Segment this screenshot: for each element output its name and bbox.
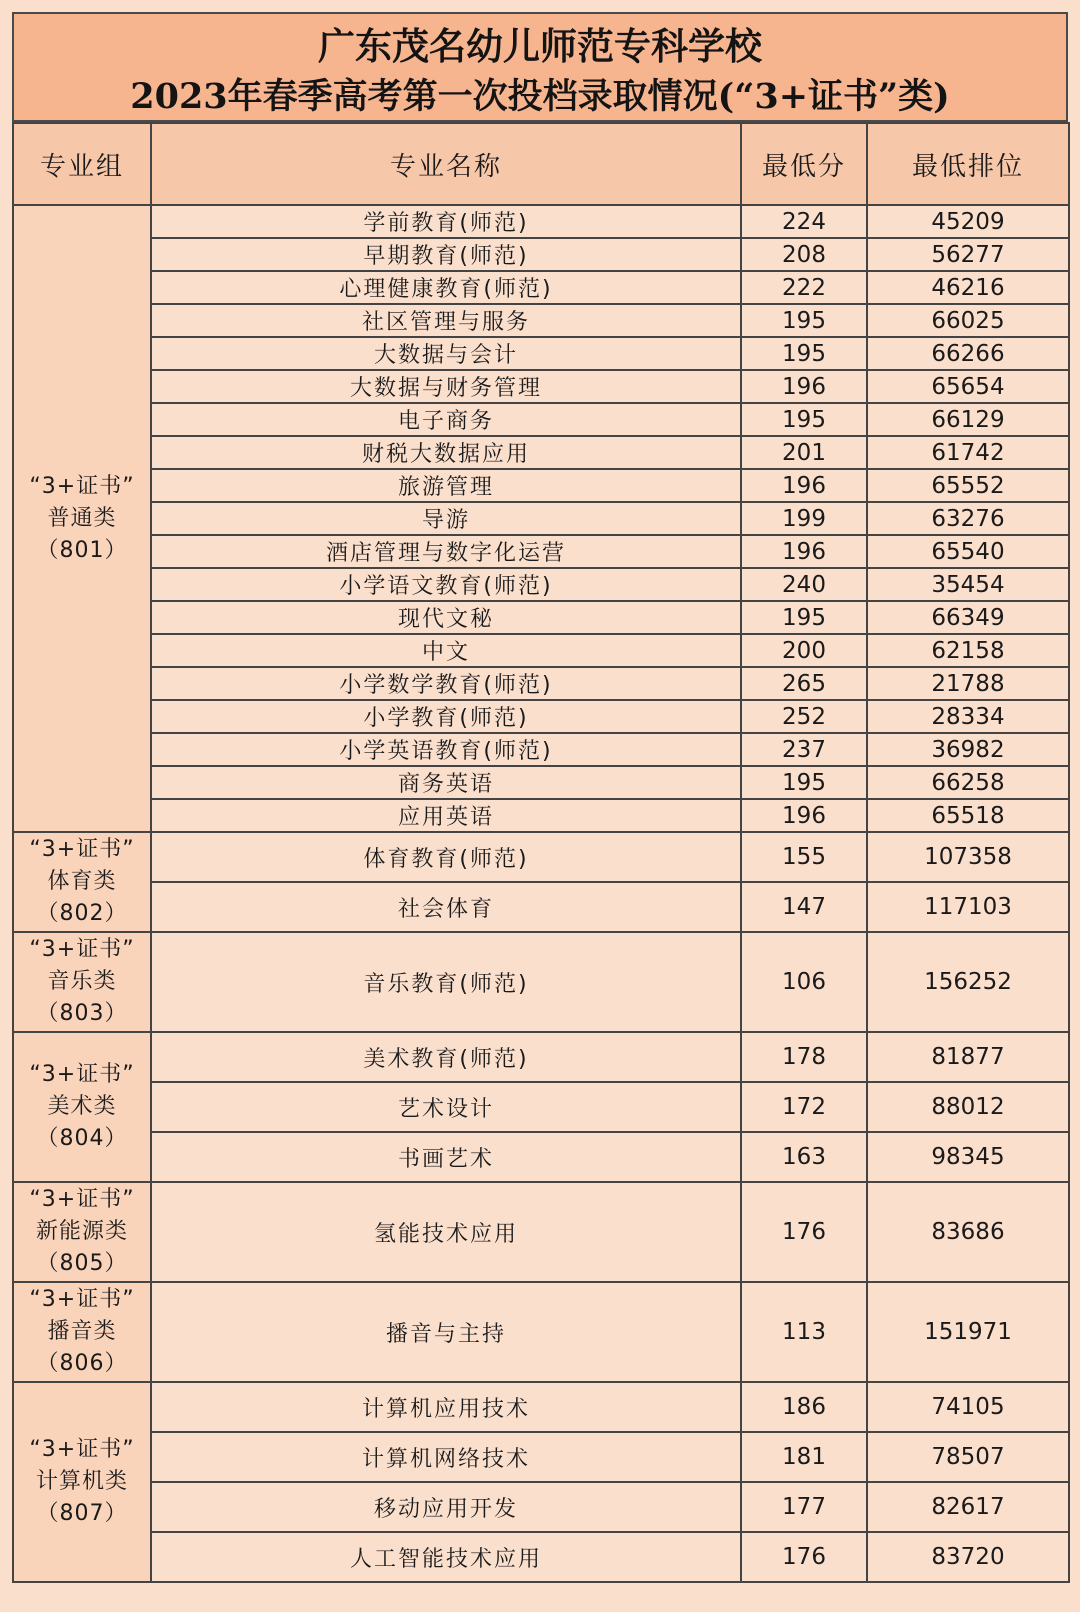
min-score-cell: 195 [741, 304, 867, 337]
min-rank-cell: 62158 [867, 634, 1069, 667]
table-row [13, 238, 1069, 271]
table-row [13, 601, 1069, 634]
major-name-cell: 小学教育(师范) [151, 700, 741, 733]
min-score-cell: 186 [741, 1382, 867, 1432]
group-cell [13, 1282, 151, 1382]
header-group: 专业组 [13, 123, 151, 205]
table-row [13, 1432, 1069, 1482]
min-rank-cell: 88012 [867, 1082, 1069, 1132]
major-name-cell: 大数据与财务管理 [151, 370, 741, 403]
table-row [13, 1082, 1069, 1132]
min-score-cell: 155 [741, 832, 867, 882]
group-label-l3: （802） [36, 901, 128, 926]
major-name-cell: 社区管理与服务 [151, 304, 741, 337]
min-rank-cell: 156252 [867, 932, 1069, 1032]
major-name-cell: 美术教育(师范) [151, 1032, 741, 1082]
table-row [13, 932, 1069, 1032]
min-rank-cell: 61742 [867, 436, 1069, 469]
major-name-cell: 小学数学教育(师范) [151, 667, 741, 700]
title-line-1: 广东茂名幼儿师范专科学校 [318, 24, 762, 68]
table-row [13, 304, 1069, 337]
major-name-cell: 中文 [151, 634, 741, 667]
major-name-cell: 社会体育 [151, 882, 741, 932]
group-label-l1: “3+证书” [29, 1187, 135, 1212]
table-row [13, 502, 1069, 535]
major-name-cell: 氢能技术应用 [151, 1182, 741, 1282]
major-name-cell: 体育教育(师范) [151, 832, 741, 882]
min-rank-cell: 21788 [867, 667, 1069, 700]
min-rank-cell: 35454 [867, 568, 1069, 601]
major-name-cell: 应用英语 [151, 799, 741, 832]
table-row [13, 436, 1069, 469]
min-score-cell: 252 [741, 700, 867, 733]
major-name-cell: 心理健康教育(师范) [151, 271, 741, 304]
major-name-cell: 商务英语 [151, 766, 741, 799]
min-rank-cell: 66129 [867, 403, 1069, 436]
table-row [13, 1182, 1069, 1282]
min-score-cell: 176 [741, 1182, 867, 1282]
table-row [13, 700, 1069, 733]
major-name-cell: 大数据与会计 [151, 337, 741, 370]
group-cell [13, 832, 151, 932]
min-score-cell: 196 [741, 469, 867, 502]
major-name-cell: 书画艺术 [151, 1132, 741, 1182]
min-score-cell: 177 [741, 1482, 867, 1532]
major-name-cell: 人工智能技术应用 [151, 1532, 741, 1582]
major-name-cell: 小学语文教育(师范) [151, 568, 741, 601]
min-rank-cell: 46216 [867, 271, 1069, 304]
major-name-cell: 播音与主持 [151, 1282, 741, 1382]
min-rank-cell: 65518 [867, 799, 1069, 832]
min-score-cell: 224 [741, 205, 867, 238]
min-rank-cell: 65540 [867, 535, 1069, 568]
group-label-l2: 普通类 [47, 505, 117, 531]
major-name-cell: 现代文秘 [151, 601, 741, 634]
min-rank-cell: 36982 [867, 733, 1069, 766]
min-score-cell: 172 [741, 1082, 867, 1132]
table-row [13, 1532, 1069, 1582]
group-label-l3: （803） [36, 1001, 128, 1026]
major-name-cell: 计算机网络技术 [151, 1432, 741, 1482]
major-name-cell: 计算机应用技术 [151, 1382, 741, 1432]
table-row [13, 733, 1069, 766]
group-label-l3: （804） [36, 1126, 128, 1151]
table-body [13, 205, 1069, 1582]
min-rank-cell: 65552 [867, 469, 1069, 502]
group-label-l2: 音乐类 [47, 969, 117, 994]
min-rank-cell: 28334 [867, 700, 1069, 733]
min-score-cell: 237 [741, 733, 867, 766]
min-score-cell: 201 [741, 436, 867, 469]
min-score-cell: 147 [741, 882, 867, 932]
major-name-cell: 电子商务 [151, 403, 741, 436]
table-row [13, 568, 1069, 601]
min-score-cell: 195 [741, 403, 867, 436]
min-rank-cell: 107358 [867, 832, 1069, 882]
group-label-l1: “3+证书” [29, 1437, 135, 1462]
min-rank-cell: 66349 [867, 601, 1069, 634]
table-row [13, 832, 1069, 882]
group-label-l1: “3+证书” [29, 473, 135, 499]
group-label-l3: （801） [36, 537, 128, 563]
header-min-rank: 最低排位 [867, 123, 1069, 205]
group-label-l2: 新能源类 [35, 1219, 128, 1244]
table-row [13, 882, 1069, 932]
min-score-cell: 181 [741, 1432, 867, 1482]
group-cell [13, 1382, 151, 1582]
title-line-2: 2023年春季高考第一次投档录取情况(“3+证书”类) [130, 76, 950, 117]
major-name-cell: 音乐教育(师范) [151, 932, 741, 1032]
group-cell [13, 932, 151, 1032]
group-cell [13, 1032, 151, 1182]
header-name: 专业名称 [151, 123, 741, 205]
header-row [13, 123, 1069, 205]
table-row [13, 1382, 1069, 1432]
table-row [13, 1482, 1069, 1532]
table-row [13, 766, 1069, 799]
table-row [13, 205, 1069, 238]
major-name-cell: 移动应用开发 [151, 1482, 741, 1532]
min-score-cell: 208 [741, 238, 867, 271]
table-row [13, 634, 1069, 667]
min-score-cell: 178 [741, 1032, 867, 1082]
min-rank-cell: 151971 [867, 1282, 1069, 1382]
header-min-score: 最低分 [741, 123, 867, 205]
major-name-cell: 学前教育(师范) [151, 205, 741, 238]
major-name-cell: 艺术设计 [151, 1082, 741, 1132]
min-rank-cell: 81877 [867, 1032, 1069, 1082]
group-cell [13, 1182, 151, 1282]
table-row [13, 1032, 1069, 1082]
min-score-cell: 176 [741, 1532, 867, 1582]
min-score-cell: 163 [741, 1132, 867, 1182]
group-label-l2: 计算机类 [35, 1469, 128, 1494]
min-rank-cell: 117103 [867, 882, 1069, 932]
group-label-l1: “3+证书” [29, 1062, 135, 1087]
min-rank-cell: 45209 [867, 205, 1069, 238]
min-score-cell: 199 [741, 502, 867, 535]
table-row [13, 667, 1069, 700]
table-row [13, 535, 1069, 568]
min-rank-cell: 56277 [867, 238, 1069, 271]
group-label-l1: “3+证书” [29, 1287, 135, 1312]
table-row [13, 469, 1069, 502]
min-score-cell: 195 [741, 766, 867, 799]
table-row [13, 370, 1069, 403]
min-score-cell: 240 [741, 568, 867, 601]
table-row [13, 799, 1069, 832]
min-score-cell: 195 [741, 601, 867, 634]
min-rank-cell: 66025 [867, 304, 1069, 337]
admission-table [12, 122, 1070, 1583]
group-label-l2: 美术类 [47, 1094, 117, 1119]
group-cell [13, 205, 151, 832]
table-row [13, 271, 1069, 304]
min-rank-cell: 82617 [867, 1482, 1069, 1532]
min-rank-cell: 65654 [867, 370, 1069, 403]
table-row [13, 1282, 1069, 1382]
table-row [13, 403, 1069, 436]
major-name-cell: 旅游管理 [151, 469, 741, 502]
min-rank-cell: 78507 [867, 1432, 1069, 1482]
group-label-l2: 体育类 [47, 869, 117, 894]
major-name-cell: 导游 [151, 502, 741, 535]
group-label-l1: “3+证书” [29, 837, 135, 862]
group-label-l2: 播音类 [47, 1319, 117, 1344]
min-score-cell: 196 [741, 370, 867, 403]
major-name-cell: 小学英语教育(师范) [151, 733, 741, 766]
min-score-cell: 265 [741, 667, 867, 700]
min-rank-cell: 74105 [867, 1382, 1069, 1432]
min-score-cell: 196 [741, 799, 867, 832]
min-rank-cell: 83720 [867, 1532, 1069, 1582]
min-rank-cell: 63276 [867, 502, 1069, 535]
min-rank-cell: 66258 [867, 766, 1069, 799]
min-score-cell: 113 [741, 1282, 867, 1382]
major-name-cell: 酒店管理与数字化运营 [151, 535, 741, 568]
min-score-cell: 200 [741, 634, 867, 667]
group-label-l3: （805） [36, 1251, 128, 1276]
table-row [13, 337, 1069, 370]
major-name-cell: 早期教育(师范) [151, 238, 741, 271]
title-banner [12, 12, 1068, 122]
min-score-cell: 195 [741, 337, 867, 370]
min-rank-cell: 83686 [867, 1182, 1069, 1282]
min-score-cell: 222 [741, 271, 867, 304]
group-label-l1: “3+证书” [29, 937, 135, 962]
min-rank-cell: 98345 [867, 1132, 1069, 1182]
group-label-l3: （807） [36, 1501, 128, 1526]
min-rank-cell: 66266 [867, 337, 1069, 370]
group-label-l3: （806） [36, 1351, 128, 1376]
min-score-cell: 106 [741, 932, 867, 1032]
major-name-cell: 财税大数据应用 [151, 436, 741, 469]
table-row [13, 1132, 1069, 1182]
min-score-cell: 196 [741, 535, 867, 568]
